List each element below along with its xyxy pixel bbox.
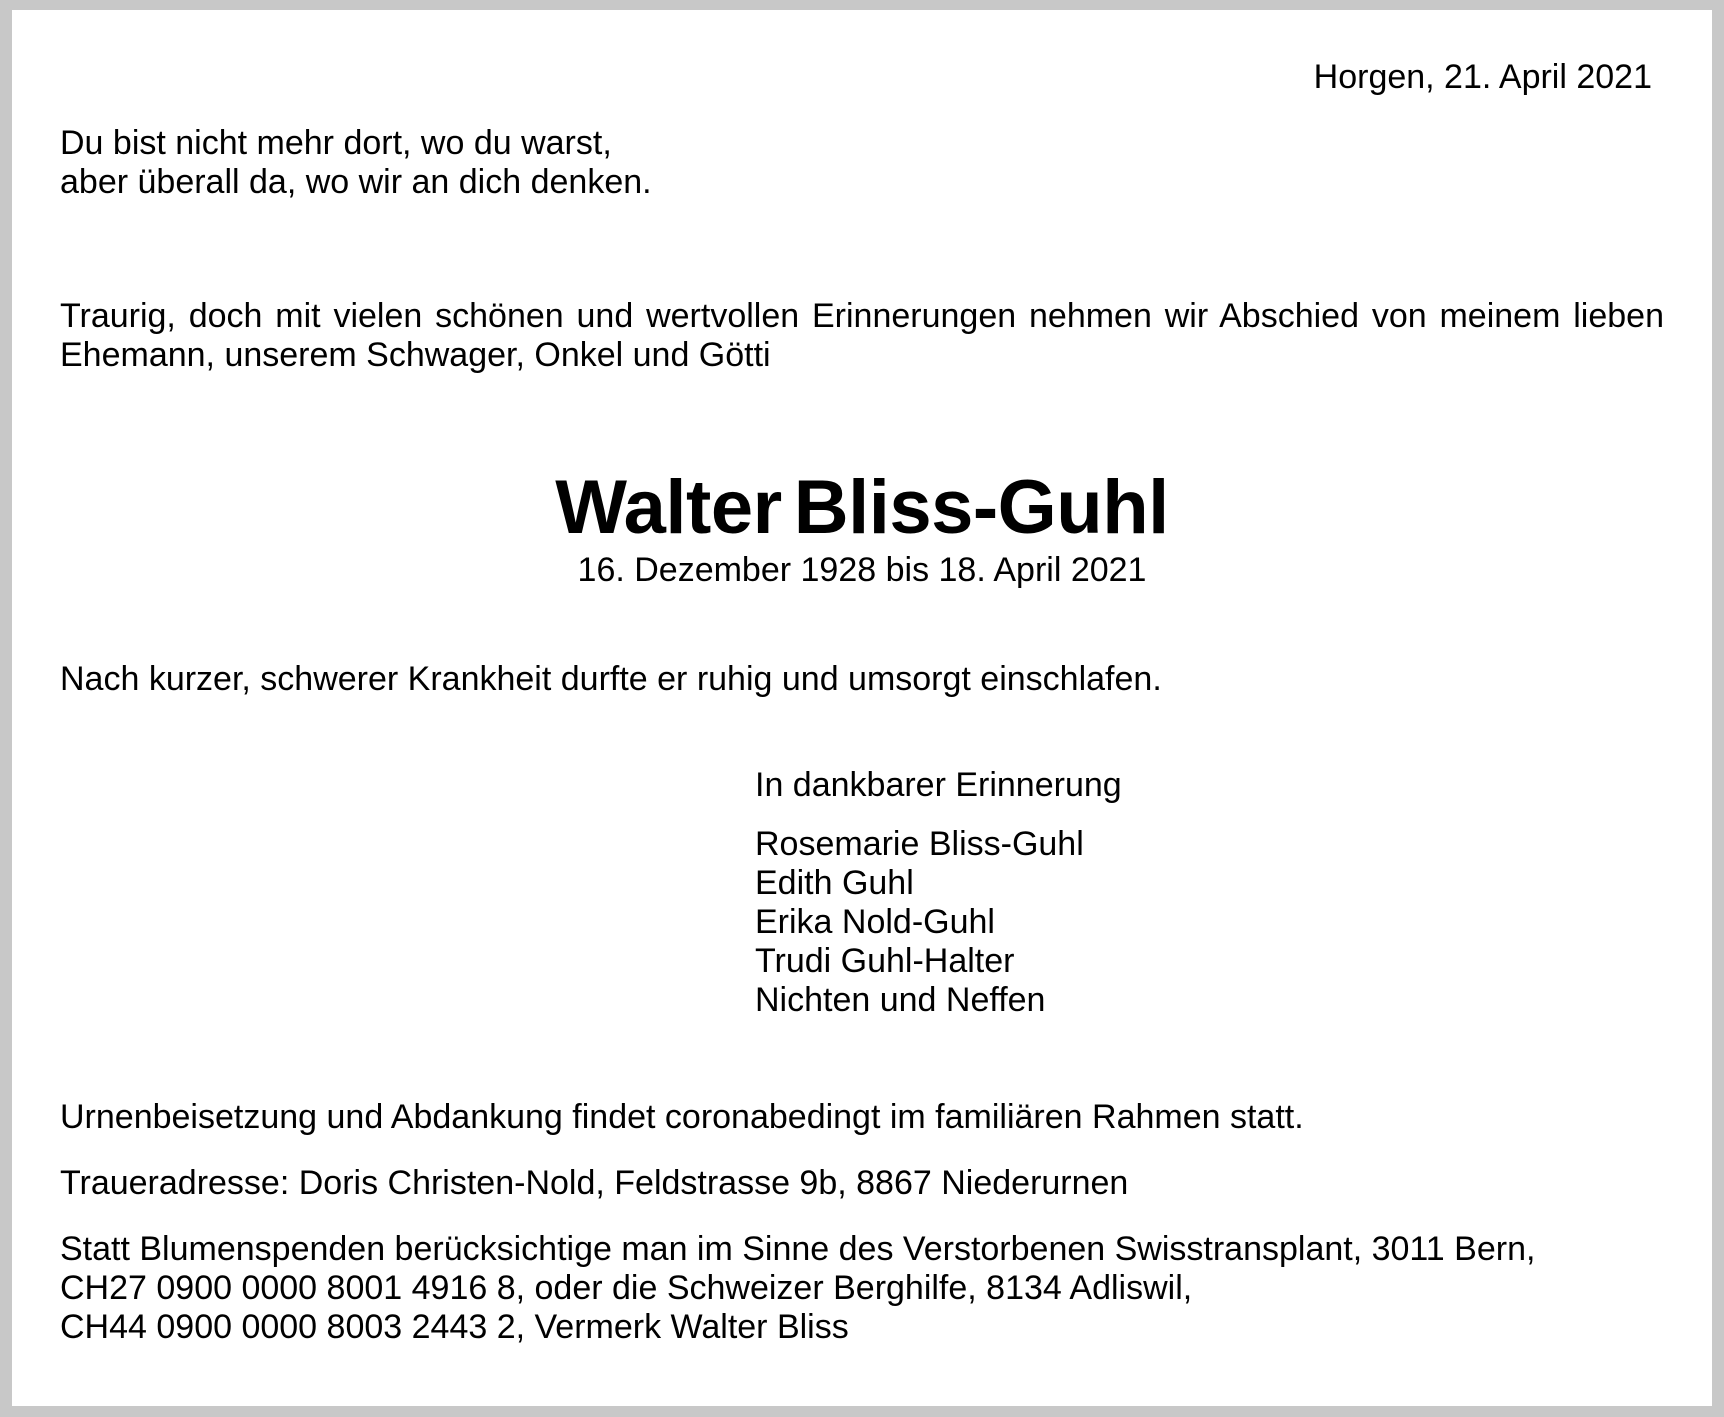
memorial-verse <box>60 124 652 202</box>
intro-text: Traurig, doch mit vielen schönen und wertvollen Erinnerungen nehmen wir Abschied von meinem lieben Ehemann, unserem Schwager, Onkel und Götti <box>60 297 1664 374</box>
donation-line: CH44 0900 0000 8003 2443 2, Vermerk Walter Bliss <box>60 1308 849 1346</box>
deceased-last-name: Bliss-Guhl <box>793 465 1169 550</box>
mourner-name: Edith Guhl <box>755 864 914 902</box>
deceased-name <box>12 463 1712 553</box>
mourners-list <box>755 825 1084 1020</box>
donation-line: Statt Blumenspenden berücksichtige man im Sinne des Verstorbenen Swisstransplant, 3011 Bern, <box>60 1230 1536 1268</box>
place-date: Horgen, 21. April 2021 <box>1313 58 1652 96</box>
illness-text: Nach kurzer, schwerer Krankheit durfte er ruhig und umsorgt einschlafen. <box>60 660 1162 698</box>
burial-notice: Urnenbeisetzung und Abdankung findet coronabedingt im familiären Rahmen statt. <box>60 1098 1304 1136</box>
mourner-name: Rosemarie Bliss-Guhl <box>755 825 1084 863</box>
mourner-name: Trudi Guhl-Halter <box>755 942 1015 980</box>
donation-line: CH27 0900 0000 8001 4916 8, oder die Schweizer Berghilfe, 8134 Adliswil, <box>60 1269 1193 1307</box>
mourners-heading: In dankbarer Erinnerung <box>755 766 1122 804</box>
deceased-first-name: Walter <box>555 465 782 550</box>
life-dates: 16. Dezember 1928 bis 18. April 2021 <box>577 551 1147 589</box>
mourner-name: Erika Nold-Guhl <box>755 903 995 941</box>
obituary-page <box>12 10 1712 1406</box>
donation-notice <box>60 1230 1535 1347</box>
verse-line: aber überall da, wo wir an dich denken. <box>60 163 652 201</box>
mourner-name: Nichten und Neffen <box>755 981 1046 1019</box>
mourning-address: Traueradresse: Doris Christen-Nold, Feldstrasse 9b, 8867 Niederurnen <box>60 1164 1129 1202</box>
verse-line: Du bist nicht mehr dort, wo du warst, <box>60 124 612 162</box>
